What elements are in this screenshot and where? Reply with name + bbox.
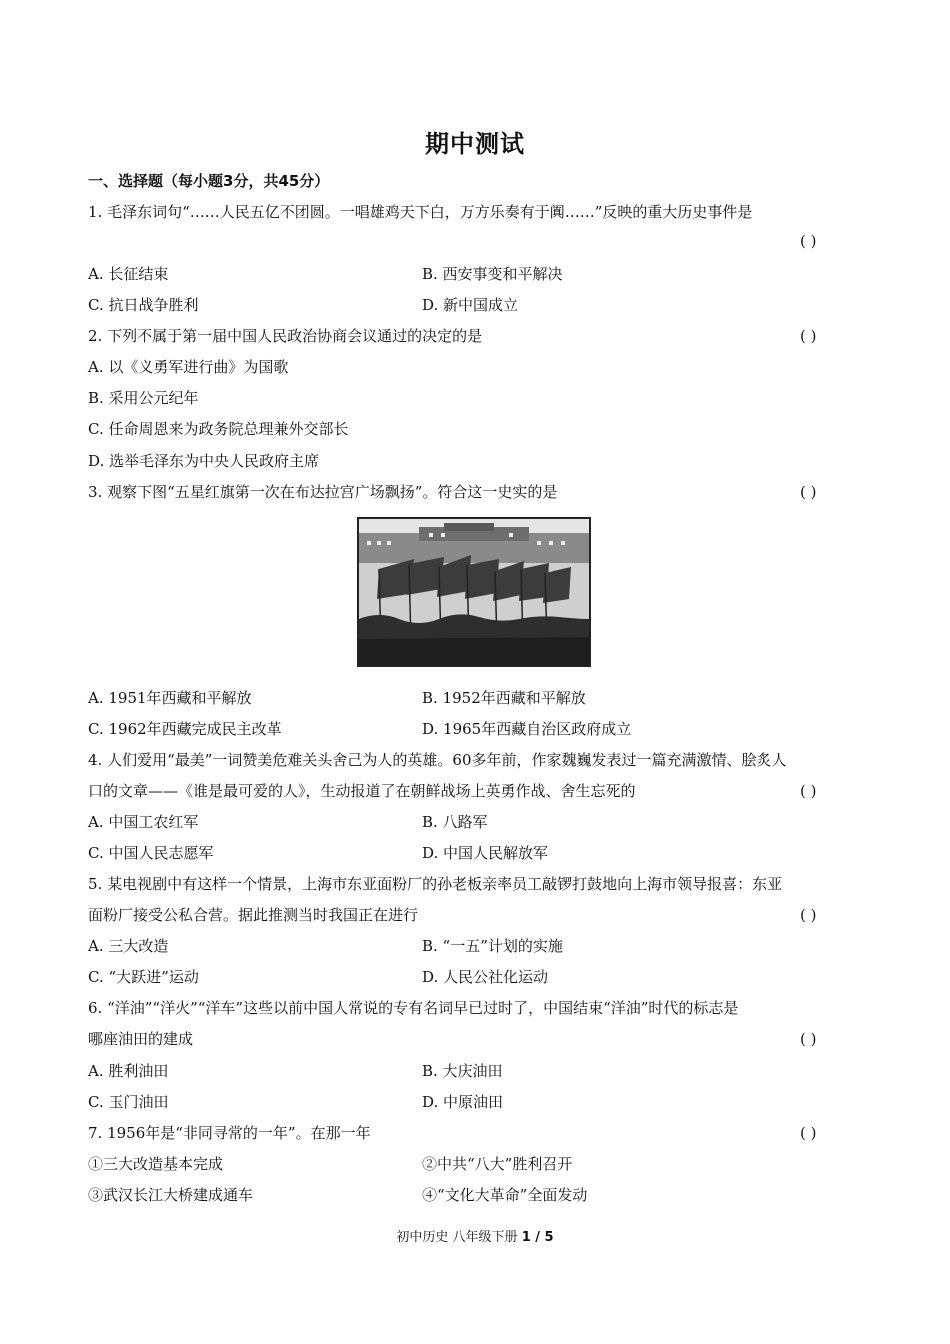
question-6-option-d: D. 中原油田 — [422, 1093, 504, 1111]
question-3-option-a: A. 1951年西藏和平解放 — [88, 689, 252, 707]
question-2-option-b: B. 采用公元纪年 — [88, 389, 199, 407]
question-4-option-b: B. 八路军 — [422, 813, 488, 831]
section-heading: 一、选择题（每小题3分，共45分） — [88, 172, 330, 190]
question-4-option-d: D. 中国人民解放军 — [422, 844, 549, 862]
potala-palace-flag-photo — [357, 517, 591, 667]
question-1-stem: 1. 毛泽东词句“……人民五亿不团圆。一唱雄鸡天下白，万方乐奏有于阗……”反映的重大历史事件是 — [88, 203, 753, 221]
question-2-stem: 2. 下列不属于第一届中国人民政治协商会议通过的决定的是 — [88, 327, 483, 345]
question-6-answer-bracket: ( ) — [800, 1030, 817, 1048]
question-5-answer-bracket: ( ) — [800, 906, 817, 924]
question-3-option-d: D. 1965年西藏自治区政府成立 — [422, 720, 632, 738]
question-7-item-1: ①三大改造基本完成 — [88, 1155, 224, 1173]
question-3-answer-bracket: ( ) — [800, 483, 817, 501]
question-5-option-b: B. “一五”计划的实施 — [422, 937, 563, 955]
question-7-answer-bracket: ( ) — [800, 1124, 817, 1142]
question-6-stem-line-1: 6. “洋油”“洋火”“洋车”这些以前中国人常说的专有名词早已过时了，中国结束“洋油”时代的标志是 — [88, 999, 739, 1017]
question-5-option-c: C. “大跃进”运动 — [88, 968, 199, 986]
question-3-option-c: C. 1962年西藏完成民主改革 — [88, 720, 282, 738]
question-7-item-3: ③武汉长江大桥建成通车 — [88, 1186, 254, 1204]
question-5-stem-line-2: 面粉厂接受公私合营。据此推测当时我国正在进行 — [88, 906, 419, 924]
page-title: 期中测试 — [425, 130, 525, 158]
page-number: 1 / 5 — [521, 1230, 554, 1245]
question-4-stem-line-2: 口的文章——《谁是最可爱的人》，生动报道了在朝鲜战场上英勇作战、舍生忘死的 — [88, 782, 636, 800]
question-6-option-a: A. 胜利油田 — [88, 1062, 169, 1080]
page-footer — [0, 1226, 950, 1245]
question-1-option-d: D. 新中国成立 — [422, 296, 519, 314]
footer-text: 初中历史 八年级下册 — [396, 1230, 522, 1245]
question-1-option-c: C. 抗日战争胜利 — [88, 296, 199, 314]
question-2-option-a: A. 以《义勇军进行曲》为国歌 — [88, 358, 289, 376]
question-6-option-c: C. 玉门油田 — [88, 1093, 169, 1111]
question-2-option-d: D. 选举毛泽东为中央人民政府主席 — [88, 452, 320, 470]
question-6-option-b: B. 大庆油田 — [422, 1062, 503, 1080]
question-4-option-a: A. 中国工农红军 — [88, 813, 199, 831]
question-1-option-a: A. 长征结束 — [88, 265, 169, 283]
question-2-option-c: C. 任命周恩来为政务院总理兼外交部长 — [88, 420, 349, 438]
question-5-option-d: D. 人民公社化运动 — [422, 968, 549, 986]
question-2-answer-bracket: ( ) — [800, 327, 817, 345]
question-5-option-a: A. 三大改造 — [88, 937, 169, 955]
question-7-item-4: ④“文化大革命”全面发动 — [422, 1186, 588, 1204]
question-4-stem-line-1: 4. 人们爱用“最美”一词赞美危难关头舍己为人的英雄。60多年前，作家魏巍发表过一篇充满激情、脍炙人 — [88, 751, 787, 769]
question-5-stem-line-1: 5. 某电视剧中有这样一个情景，上海市东亚面粉厂的孙老板亲率员工敲锣打鼓地向上海市领导报喜：东亚 — [88, 875, 783, 893]
question-3-option-b: B. 1952年西藏和平解放 — [422, 689, 586, 707]
question-1-answer-bracket: ( ) — [800, 232, 817, 250]
question-7-stem: 7. 1956年是“非同寻常的一年”。在那一年 — [88, 1124, 371, 1142]
question-4-answer-bracket: ( ) — [800, 782, 817, 800]
question-6-stem-line-2: 哪座油田的建成 — [88, 1030, 194, 1048]
question-3-stem: 3. 观察下图“五星红旗第一次在布达拉宫广场飘扬”。符合这一史实的是 — [88, 483, 558, 501]
question-1-option-b: B. 西安事变和平解决 — [422, 265, 563, 283]
question-4-option-c: C. 中国人民志愿军 — [88, 844, 214, 862]
question-7-item-2: ②中共“八大”胜利召开 — [422, 1155, 573, 1173]
